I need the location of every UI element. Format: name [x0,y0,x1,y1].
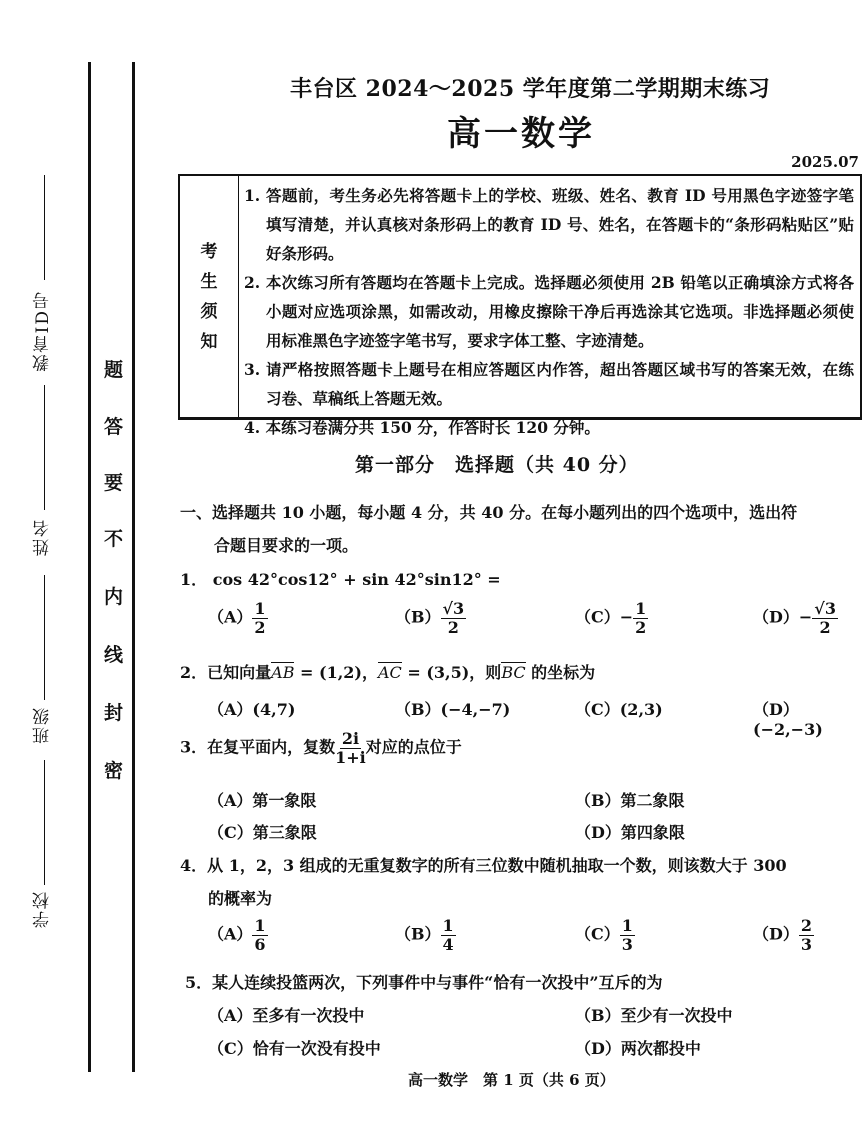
fraction [441,600,467,636]
name-label: 姓名 [33,518,53,556]
denominator: 2 [447,617,459,637]
notice-item: 2. 本次练习所有答题均在答题卡上完成。选择题必须使用 2B 铅笔以正确填涂方式将各小题对应选项涂黑，如需改动，用橡皮擦除干净后再选涂其它选项。非选择题必须使用标准黑色字迹签字笔书写，要求字体工整、字迹清楚。 [244,273,854,350]
numerator: 2 [800,916,813,935]
denominator: 2 [254,617,266,637]
seal-char-8: 密 [104,760,124,782]
denominator: 4 [442,934,454,954]
notice-item: 1. 答题前，考生务必先将答题卡上的学校、班级、姓名、教育 ID 号用黑色字迹签字笔填写清楚，并认真核对条形码上的教育 ID 号、姓名，在答题卡的“条形码粘贴区”贴好条形码。 [244,186,854,263]
q2-stem-suffix: 的坐标为 [525,663,596,682]
vector-ab: AB [271,663,295,682]
vector-ac: AC [377,663,402,682]
vector-bc: BC [501,663,526,682]
q4-option-b [395,917,456,953]
q4-option-c [575,917,635,953]
q5-stem: 5．某人连续投篮两次，下列事件中与事件“恰有一次投中”互斥的为 [185,973,663,992]
class-blank [44,575,45,700]
numerator: 1 [254,599,266,618]
option-label: （B） [395,924,441,944]
section-intro-line2: 合题目要求的一项。 [214,536,359,555]
q2-ab-value: = (1,2)， [294,663,378,682]
q5-option-d: （D）两次都投中 [575,1039,701,1058]
denominator: 1+i [335,747,366,767]
q1-option-c [575,600,648,636]
q1-option-a [208,600,268,636]
fraction [252,600,267,636]
seal-char-3: 要 [104,472,124,494]
q3-option-c: （C）第三象限 [208,823,317,842]
seal-char-5: 内 [104,586,124,608]
q1-option-b [395,600,466,636]
q3-option-a: （A）第一象限 [208,791,317,810]
seal-char-6: 线 [104,644,124,666]
binding-line-outer [88,62,91,1072]
seal-char-7: 封 [104,702,124,724]
q3-option-b: （B）第二象限 [575,791,685,810]
exam-title: 丰台区 2024～2025 学年度第二学期期末练习 [290,76,771,102]
q4-option-a [208,917,268,953]
numerator: 2i [341,729,360,748]
q5-option-a: （A）至多有一次投中 [208,1006,365,1025]
notice-label [180,176,239,417]
option-label: （B） [395,607,441,627]
minus-sign: − [798,607,813,627]
notice-item: 4. 本练习卷满分共 150 分，作答时长 120 分钟。 [244,418,600,437]
fraction [620,917,635,953]
section-intro-line1: 一、选择题共 10 小题，每小题 4 分，共 40 分。在每小题列出的四个选项中，选出符 [180,503,798,522]
notice-box [178,174,862,437]
option-label: （D） [753,924,799,944]
binding-line-inner [132,62,135,1072]
exam-date: 2025.07 [791,153,859,171]
numerator: 1 [635,599,647,618]
option-label: （A） [208,607,253,627]
option-label: （A） [208,924,253,944]
q2-ac-value: = (3,5)，则 [401,663,502,682]
fraction [812,600,838,636]
notice-label-char: 生 [200,271,218,292]
q5-option-b: （B）至少有一次投中 [575,1006,733,1025]
school-blank [44,760,45,885]
fraction [335,730,366,766]
option-label: （C） [575,607,620,627]
q2-stem-prefix: 2．已知向量 [180,663,272,682]
q3-stem [180,730,462,766]
q1-stem: 1． cos 42°cos12° + sin 42°sin12° = [180,570,501,589]
section-title: 第一部分 选择题（共 40 分） [355,454,639,476]
q4-option-d [753,917,814,953]
denominator: 2 [819,617,831,637]
q3-stem-prefix: 3．在复平面内，复数 [180,737,336,757]
notice-label-char: 知 [200,331,218,352]
fraction [441,917,456,953]
notice-label-char: 须 [200,301,218,322]
notice-item: 3. 请严格按照答题卡上题号在相应答题区内作答，超出答题区域书写的答案无效，在练习卷、草稿纸上答题无效。 [244,360,854,408]
notice-items [244,181,854,442]
numerator: 1 [621,916,633,935]
name-blank [44,385,45,510]
page-footer: 高一数学 第 1 页（共 6 页） [408,1071,615,1089]
q3-stem-suffix: 对应的点位于 [365,737,462,757]
seal-char-2: 答 [104,416,124,438]
numerator: √3 [814,599,836,618]
class-label: 班级 [33,706,53,744]
fraction [799,917,814,953]
school-label: 学校 [33,890,53,928]
option-label: （C） [575,924,620,944]
numerator: 1 [254,916,266,935]
denominator: 6 [254,934,266,954]
seal-char-4: 不 [104,528,124,550]
denominator: 3 [621,934,633,954]
notice-label-char: 考 [200,241,218,262]
seal-char-1: 题 [104,359,124,381]
numerator: 1 [442,916,454,935]
q2-stem [180,660,595,683]
fraction [252,917,267,953]
q4-stem-line2: 的概率为 [208,889,273,908]
q5-option-c: （C）恰有一次没有投中 [208,1039,381,1058]
q4-stem-line1: 4．从 1，2，3 组成的无重复数字的所有三位数中随机抽取一个数，则该数大于 300 [180,856,787,875]
q2-option-a: （A）(4,7) [208,700,296,719]
q2-option-c: （C）(2,3) [575,700,663,719]
fraction [633,600,648,636]
minus-sign: − [619,607,634,627]
q1-option-d [753,600,838,636]
edu-id-label: 教育ID号 [33,290,53,372]
q3-option-d: （D）第四象限 [575,823,685,842]
denominator: 3 [800,934,813,954]
q2-option-b: （B）(−4,−7) [395,700,511,719]
q2-option-d: （D）(−2,−3) [753,700,823,739]
option-label: （D） [753,607,799,627]
edu-id-blank [44,175,45,280]
subject-title: 高一数学 [447,114,595,154]
denominator: 2 [635,617,647,637]
numerator: √3 [442,599,465,618]
